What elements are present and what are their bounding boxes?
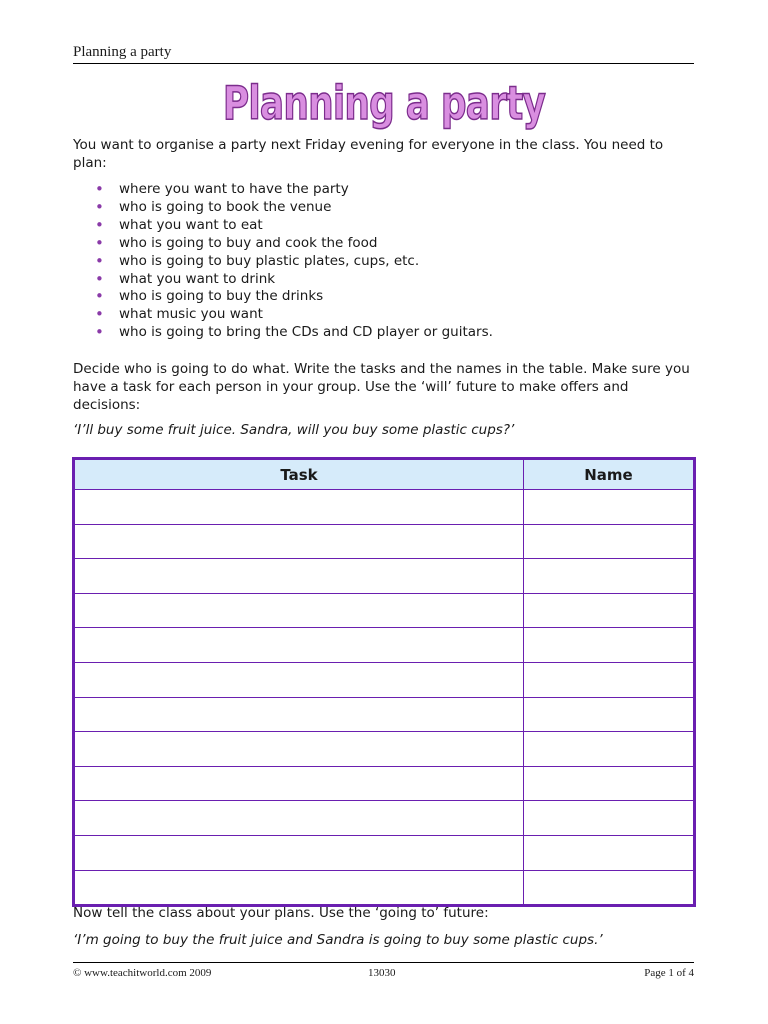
name-cell[interactable]: [524, 870, 695, 906]
table-row: [74, 559, 695, 594]
name-cell[interactable]: [524, 490, 695, 525]
name-cell[interactable]: [524, 524, 695, 559]
list-item: • who is going to buy plastic plates, cups, etc.: [73, 253, 673, 271]
name-cell[interactable]: [524, 662, 695, 697]
table-row: [74, 835, 695, 870]
page-footer: [73, 962, 694, 979]
name-cell[interactable]: [524, 732, 695, 767]
table-row: [74, 490, 695, 525]
list-item: • what you want to eat: [73, 217, 673, 235]
task-cell[interactable]: [74, 628, 524, 663]
table-row: [74, 662, 695, 697]
task-cell[interactable]: [74, 732, 524, 767]
list-item: • who is going to buy and cook the food: [73, 235, 673, 253]
task-cell[interactable]: [74, 801, 524, 836]
list-item: • who is going to buy the drinks: [73, 288, 673, 306]
name-cell[interactable]: [524, 801, 695, 836]
table-header-row: [74, 459, 695, 490]
name-cell[interactable]: [524, 628, 695, 663]
task-cell[interactable]: [74, 593, 524, 628]
footer-copyright: © www.teachitworld.com 2009: [73, 967, 212, 979]
list-item: • where you want to have the party: [73, 181, 673, 199]
name-cell[interactable]: [524, 766, 695, 801]
name-cell[interactable]: [524, 593, 695, 628]
name-cell[interactable]: [524, 559, 695, 594]
task-cell[interactable]: [74, 766, 524, 801]
example-going-to-future: ‘I’m going to buy the fruit juice and Sandra is going to buy some plastic cups.’: [73, 932, 603, 948]
task-cell[interactable]: [74, 559, 524, 594]
table-body: [74, 490, 695, 906]
list-item: • what you want to drink: [73, 271, 673, 289]
table-row: [74, 870, 695, 906]
table-row: [74, 732, 695, 767]
column-header-name: Name: [524, 459, 695, 490]
follow-up-text: Now tell the class about your plans. Use the ‘going to’ future:: [73, 905, 489, 921]
example-will-future: ‘I’ll buy some fruit juice. Sandra, will you buy some plastic cups?’: [73, 422, 515, 438]
task-cell[interactable]: [74, 835, 524, 870]
list-item: • who is going to bring the CDs and CD player or guitars.: [73, 324, 673, 342]
footer-code: 13030: [368, 967, 396, 979]
main-title: Planning a party: [222, 76, 546, 130]
page-header: Planning a party: [73, 44, 694, 64]
table-row: [74, 766, 695, 801]
footer-page-number: Page 1 of 4: [644, 967, 694, 979]
name-cell[interactable]: [524, 697, 695, 732]
task-cell[interactable]: [74, 490, 524, 525]
table-row: [74, 628, 695, 663]
task-cell[interactable]: [74, 870, 524, 906]
table-row: [74, 593, 695, 628]
column-header-task: Task: [74, 459, 524, 490]
task-name-table: [72, 457, 696, 907]
list-item: • what music you want: [73, 306, 673, 324]
table-row: [74, 801, 695, 836]
list-item: • who is going to book the venue: [73, 199, 673, 217]
intro-text: You want to organise a party next Friday evening for everyone in the class. You need to plan:: [73, 137, 664, 171]
table-row: [74, 524, 695, 559]
task-cell[interactable]: [74, 697, 524, 732]
table-row: [74, 697, 695, 732]
instructions-text: Decide who is going to do what. Write the tasks and the names in the table. Make sure you have a task for each person in your group. Use the ‘will’ future to make offers and decisions:: [73, 361, 690, 413]
task-cell[interactable]: [74, 662, 524, 697]
name-cell[interactable]: [524, 835, 695, 870]
task-bullet-list: [73, 181, 673, 342]
task-cell[interactable]: [74, 524, 524, 559]
